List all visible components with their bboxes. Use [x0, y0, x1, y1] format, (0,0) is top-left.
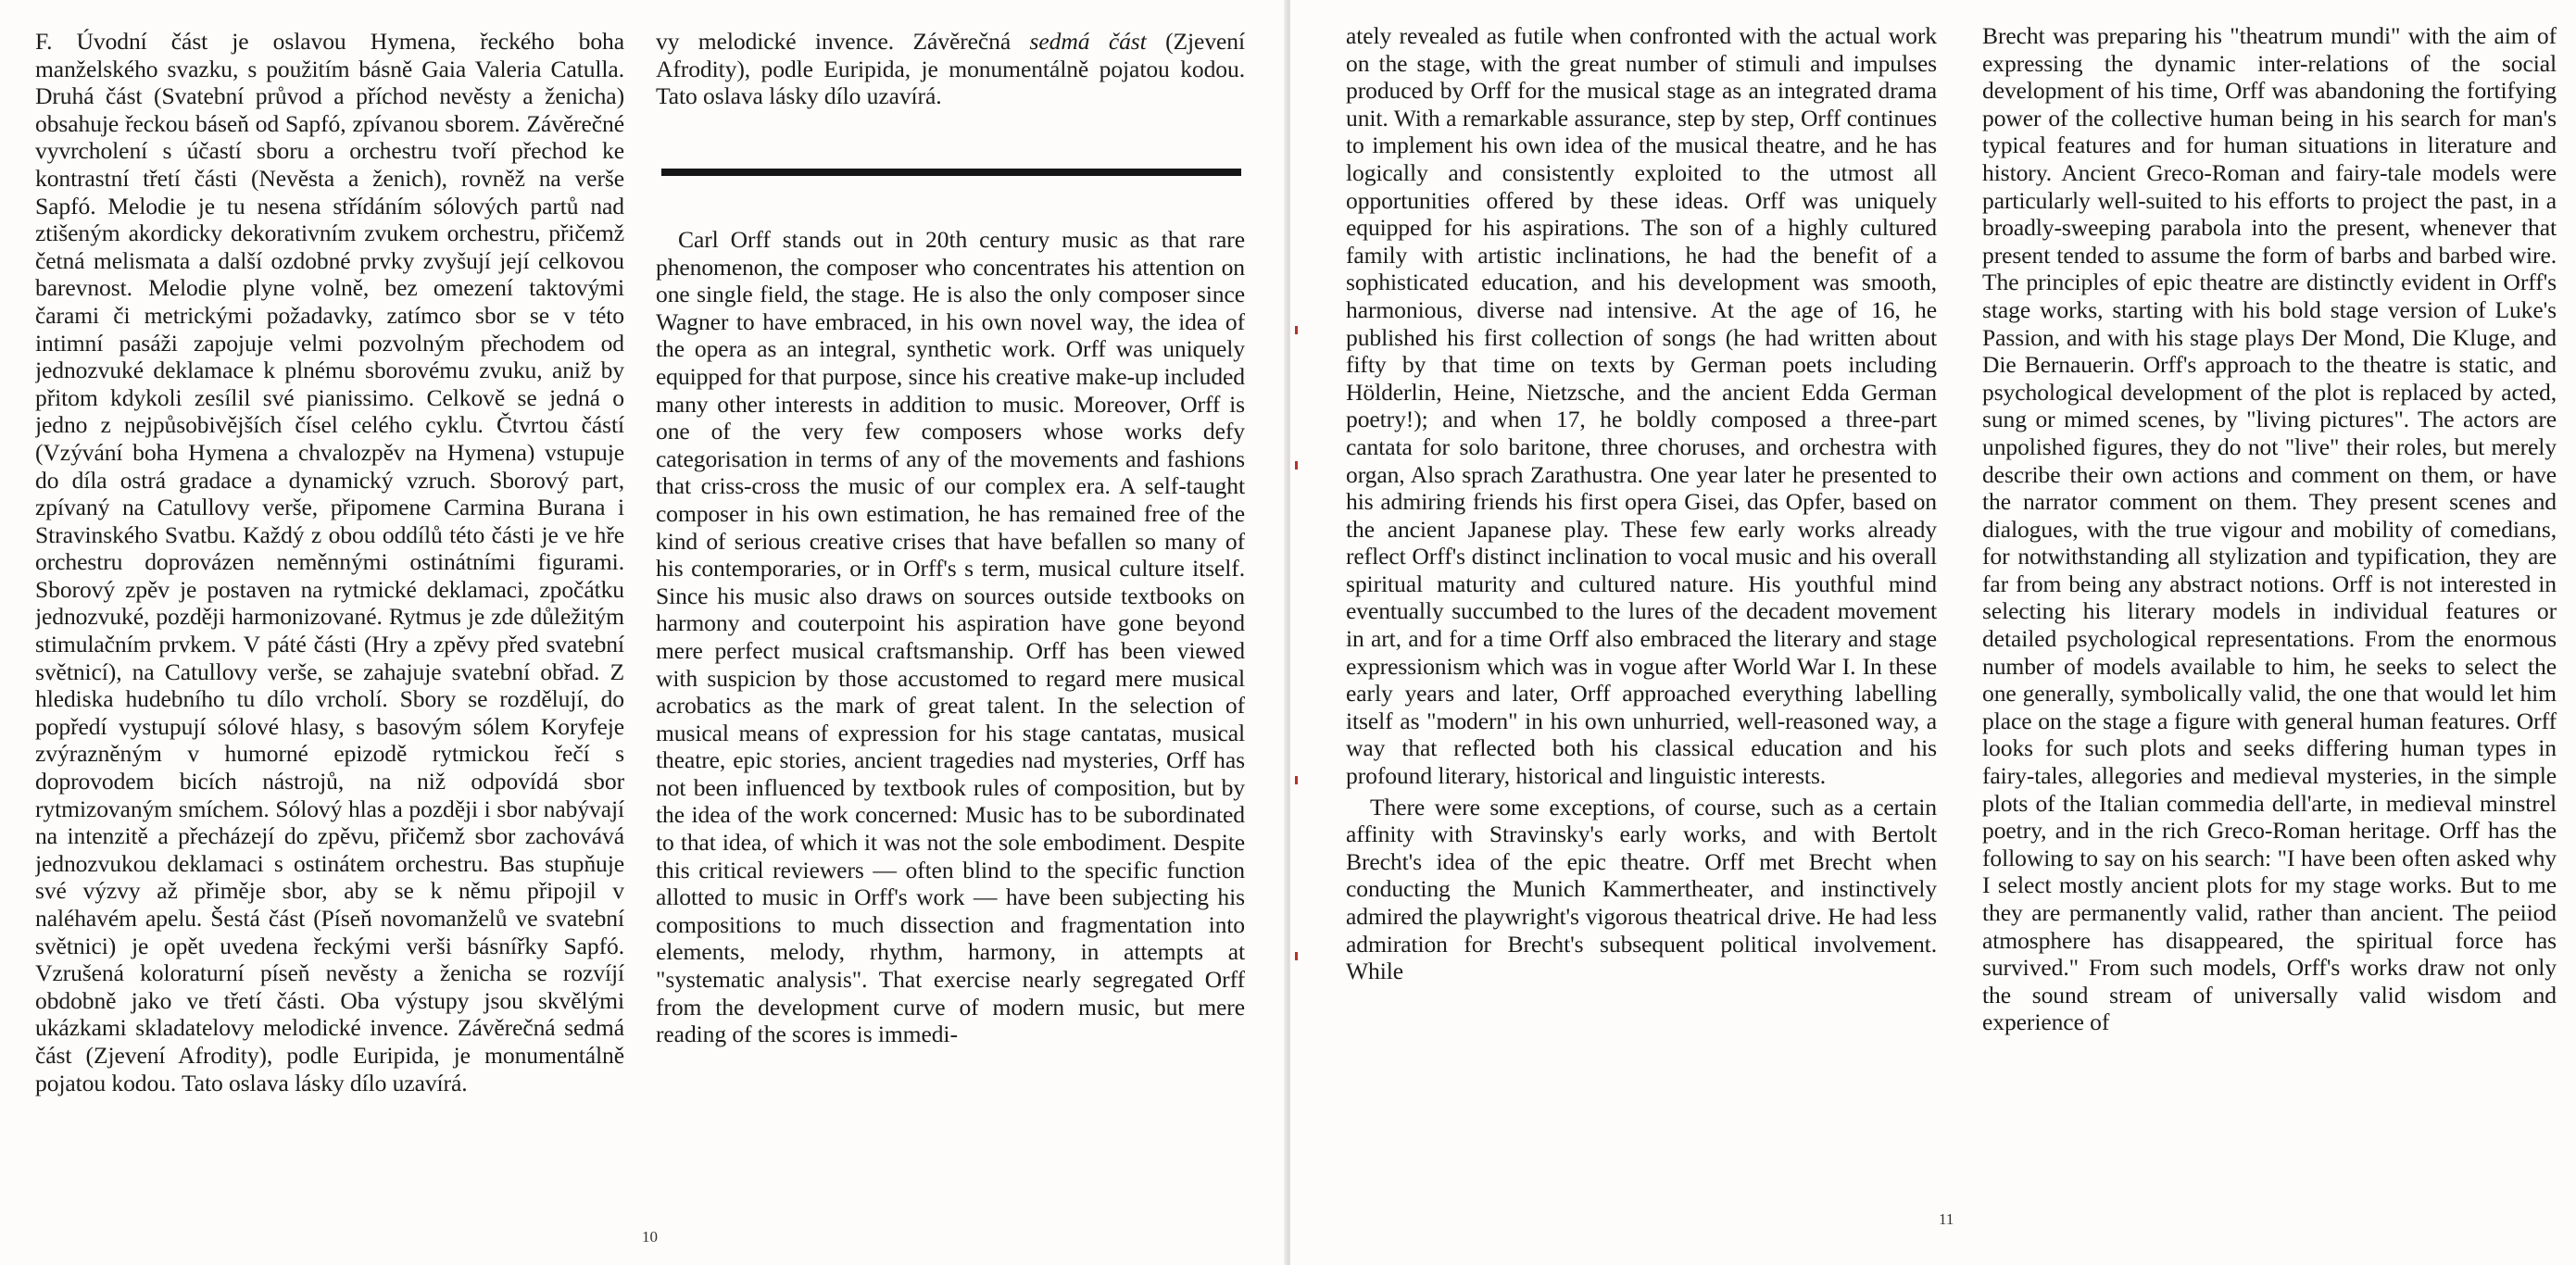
- english-text-column-2: [1346, 22, 1937, 1245]
- left-page: [0, 0, 1286, 1265]
- page-edge-mark: [1295, 776, 1298, 784]
- english-paragraph: Carl Orff stands out in 20th century music as that rare phenomenon, the composer who concentrates his attention on one single field, the stage. He is also the only composer since Wagner to have embraced, in his own novel way, the idea of the opera as an integral, synthetic work. Orff was uniquely equipped for that purpose, since his creative make-up included many other interests in addition to music. Moreover, Orff is one of the very few composers whose works defy categorisation in terms of any of the movements and fashions that criss-cross the music of our complex era. A self-taught composer in his own estimation, he has remained free of the kind of serious creative crises that have befallen so many of his contemporaries, or in Orff's s term, musical culture itself. Since his music also draws on sources outside textbooks on harmony and couterpoint his aspiration have gone beyond mere perfect musical craftsmanship. Orff has been viewed with suspicion by those accustomed to regard mere musical acrobatics as the mark of great talent. In the selection of musical means of expression for his stage cantatas, musical theatre, epic stories, ancient tragedies nad mysteries, Orff has not been influenced by textbook rules of composition, but by the idea of the work concerned: Music has to be subordinated to that idea, of which it was not the sole embodiment. Despite this critical reviewers — often blind to the specific function allotted to music in Orff's work — have been subjecting his compositions to much dissection and fragmentation into elements, melody, rhythm, harmony, in attempts at "systematic analysis". That exercise nearly segregated Orff from the development curve of modern music, but mere reading of the scores is immedi-: [656, 226, 1245, 1048]
- czech-text-column: [35, 28, 624, 1232]
- czech-paragraph: F. Úvodní část je oslavou Hymena, řeckého boha manželského svazku, s použitím básně Gaia Valeria Catulla. Druhá část (Svatební průvod a příchod nevěsty a ženicha) obsahuje řeckou báseň od Sapfó, zpívanou sborem. Závěrečné vyvrcholení s účastí sboru a orchestru tvoří přechod ke kontrastní třetí části (Nevěsta a ženich), rovněž na verše Sapfó. Melodie je tu nesena střídáním sólových partů nad ztišeným akordicky dekorativním zvukem orchestru, přičemž četná melismata a další ozdobné prvky zvyšují její celkovou barevnost. Melodie plyne volně, bez omezení taktovými čarami či metrickými požadavky, zatímco sbor se v této intimní pasáži zapojuje velmi pozvolným přechodem od jednozvuké deklamace k plnému sborovému zvuku, aniž by přitom kdykoli zesílil své pianissimo. Celkově se jedná o jedno z nejpůsobivějších čísel celého cyklu. Čtvrtou částí (Vzývání boha Hymena a chvalozpěv na Hymena) vstupuje do díla ostrá gradace a dynamický vzruch. Sborový part, zpívaný na Catullovy verše, připomene Carmina Burana i Stravinského Svatbu. Každý z obou oddílů této části je ve hře orchestru doprovázen neměnnými ostinátními figurami. Sborový zpěv je postaven na rytmické deklamaci, zpočátku jednozvuké, později harmonizované. Rytmus je zde důležitým stimulačním prvkem. V páté části (Hry a zpěvy před svatební světnicí), na Catullovy verše, se zahajuje svatební obřad. Z hlediska hudebního tu dílo vrcholí. Sbory se rozdělují, do popředí vystupují sólové hlasy, s basovým sólem Koryfeje zvýrazněným v humorné epizodě rytmickou řečí s doprovodem bicích nástrojů, na niž odpovídá sbor rytmizovaným smíchem. Sólový hlas a později i sbor nabývají na intenzitě a přecházejí do zpěvu, přičemž sbor zachovává jednozvukou deklamaci s ostinátem orchestru. Bas stupňuje své výzvy až přiměje sbor, aby se k němu připojil v naléhavém apelu. Šestá část (Píseň novomanželů ve svatební světnici) je opět uvedena řeckými verši básnířky Sapfó. Vzrušená koloraturní píseň nevěsty a ženicha se rozvíjí obdobně jako ve třetí části. Oba výstupy jsou skvělými ukázkami skladatelovy melodické invence. Závěrečná sedmá část (Zjevení Afrodity), podle Euripida, je monumentálně pojatou kodou. Tato oslava lásky dílo uzavírá.: [35, 28, 624, 1096]
- czech-text-column-continued: [656, 28, 1245, 130]
- english-paragraph: There were some exceptions, of course, such as a certain affinity with Stravinsky's early works, and with Bertolt Brecht's idea of the epic theatre. Orff met Brecht when conducting the Munich Kammertheater, and instinctively admired the playwright's vigorous theatrical drive. He had less admiration for Brecht's subsequent political involvement. While: [1346, 793, 1937, 985]
- page-edge-mark: [1295, 952, 1298, 960]
- english-text-column-1: [656, 226, 1245, 1240]
- section-divider-rule: [661, 169, 1241, 176]
- page-number-right: 11: [1939, 1210, 1954, 1228]
- english-text-column-3: [1982, 22, 2557, 1245]
- czech-paragraph-end: vy melodické invence. Závěrečná sedmá část (Zjevení Afrodity), podle Euripida, je monumentálně pojatou kodou. Tato oslava lásky dílo uzavírá.: [656, 28, 1245, 110]
- english-paragraph: ately revealed as futile when confronted with the actual work on the stage, with the great number of stimuli and impulses produced by Orff for the musical stage as an integrated drama unit. With a remarkable assurance, step by step, Orff continues to implement his own idea of the musical theatre, and he has logically and consistently exploited to the utmost all opportunities offered by these ideas. Orff was uniquely equipped for his aspirations. The son of a highly cultured family with artistic inclinations, he had the benefit of a sophisticated education, and his development was smooth, harmonious, diverse nad intensive. At the age of 16, he published his first collection of songs (he had written about fifty by that time on texts by German poets including Hölderlin, Heine, Nietzsche, and the ancient Edda German poetry!); and when 17, he boldly composed a three-part cantata for solo baritone, three choruses, and orchestra with organ, Also sprach Zarathustra. One year later he presented to his admiring friends his first opera Gisei, das Opfer, based on the ancient Japanese play. These few early works already reflect Orff's distinct inclination to vocal music and his overall spiritual maturity and cultured nature. His youthful mind eventually succumbed to the lures of the decadent movement in art, and for a time Orff also embraced the literary and stage expressionism which was in vogue after World War I. In these early years and later, Orff approached everything labelling itself as "modern" in his own unhurried, well-reasoned way, a way that reflected both his classical education and his profound literary, historical and linguistic interests.: [1346, 22, 1937, 790]
- page-edge-mark: [1295, 326, 1298, 334]
- page-number-left: 10: [642, 1228, 658, 1246]
- english-paragraph: Brecht was preparing his "theatrum mundi" with the aim of expressing the dynamic inter-relations of the social development of his time, Orff was abandoning the fortifying power of the collective human being in his search for man's typical features and for human situations in literature and history. Ancient Greco-Roman and fairy-tale models were particularly well-suited to his efforts to project the past, in a broadly-sweeping parabola into the present, whenever that present tended to assume the form of barbs and barbed wire. The principles of epic theatre are distinctly evident in Orff's stage works, starting with his bold stage version of Luke's Passion, and with his stage plays Der Mond, Die Kluge, and Die Bernauerin. Orff's approach to the theatre is static, and psychological development of the plot is replaced by acted, sung or mimed scenes, by "living pictures". The actors are unpolished figures, they do not "live" their roles, but merely describe their own actions and comment on them, or have the narrator comment on them. They present scenes and dialogues, with the true vigour and mobility of comedians, for notwithstanding all stylization and typification, they are far from being any abstract notions. Orff is not interested in selecting his literary models in individual features or detailed psychological representations. From the enormous number of models available to him, he seeks to select the one generally, symbolically valid, the one that would let him place on the stage a figure with general human features. Orff looks for such plots and seeks differing human types in fairy-tales, allegories and medieval mysteries, in the simple plots of the Italian commedia dell'arte, in medieval minstrel poetry, and in the rich Greco-Roman heritage. Orff has the following to say on his search: "I have been often asked why I select mostly ancient plots for my stage works. But to me they are permanently valid, rather than ancient. The peiiod atmosphere has disappeared, the spiritual force has survived." From such models, Orff's works draw not only the sound stream of universally valid wisdom and experience of: [1982, 22, 2557, 1036]
- page-edge-mark: [1295, 461, 1298, 470]
